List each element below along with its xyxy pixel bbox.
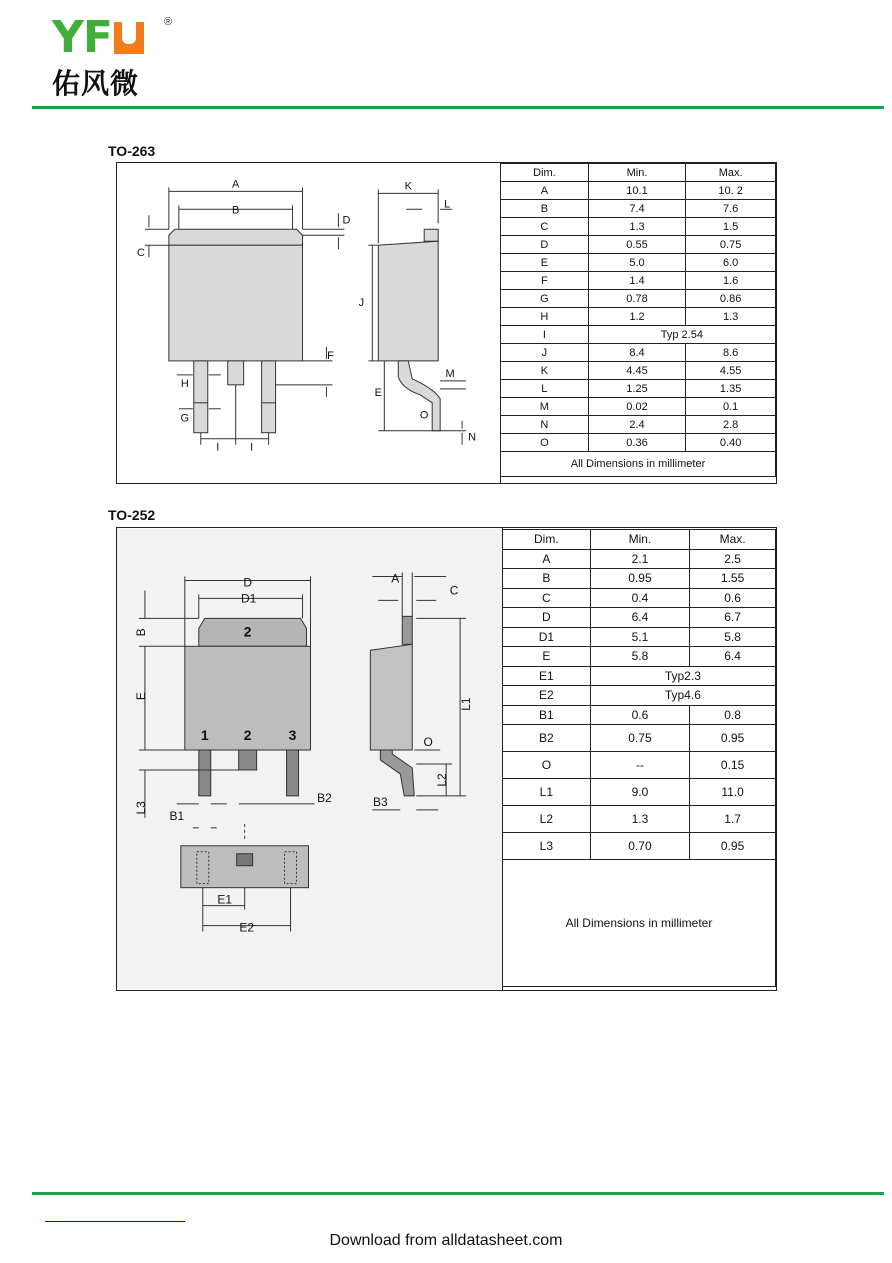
to263-label-B: B (232, 204, 240, 217)
table-cell: 1.55 (690, 569, 776, 589)
table-cell: E1 (503, 666, 591, 686)
table-cell: L1 (503, 779, 591, 806)
to252-label-B3: B3 (373, 794, 388, 809)
table-cell: 1.7 (690, 806, 776, 833)
table-cell: 8.6 (686, 344, 776, 362)
table-row (503, 806, 776, 833)
table-cell: K (501, 362, 589, 380)
table-cell: 8.4 (588, 344, 686, 362)
table-cell: 5.8 (590, 647, 689, 667)
to252-title: TO-252 (108, 507, 156, 523)
table-row (501, 200, 776, 218)
table-cell: 0.6 (690, 588, 776, 608)
table-cell: 1.5 (686, 218, 776, 236)
to252-label-E1: E1 (217, 892, 233, 907)
table-cell: 0.40 (686, 434, 776, 452)
table-cell: D (501, 236, 589, 254)
download-notice: Download from alldatasheet.com (329, 1232, 563, 1249)
table-cell: 0.02 (588, 398, 686, 416)
to263-label-C: C (136, 247, 145, 260)
table-header-cell: Min. (590, 530, 689, 550)
table-cell: 0.15 (690, 752, 776, 779)
table-row (503, 752, 776, 779)
logo-cjk-name: 佑风微 (52, 67, 140, 100)
table-cell: 5.8 (690, 627, 776, 647)
table-cell: 7.4 (588, 200, 686, 218)
table-cell: 11.0 (690, 779, 776, 806)
table-cell: G (501, 290, 589, 308)
table-cell: L2 (503, 806, 591, 833)
table-cell: N (501, 416, 589, 434)
table-cell: J (501, 344, 589, 362)
to263-label-J: J (358, 297, 365, 310)
table-cell: 0.75 (590, 725, 689, 752)
table-header-cell: Dim. (503, 530, 591, 550)
dimension-note: All Dimensions in millimeter (501, 452, 776, 477)
to252-label-D1: D1 (241, 591, 257, 606)
table-row (501, 434, 776, 452)
table-cell: 6.7 (690, 608, 776, 628)
table-cell: B (501, 200, 589, 218)
dimension-note: All Dimensions in millimeter (503, 860, 776, 987)
to263-label-I1: I (216, 441, 220, 454)
to263-label-F: F (327, 349, 334, 362)
table-cell: 10. 2 (686, 182, 776, 200)
logo-u-box (114, 22, 144, 54)
table-cell: B2 (503, 725, 591, 752)
to252-label-L3: L3 (133, 801, 148, 815)
to263-title: TO-263 (108, 143, 156, 159)
table-row (501, 236, 776, 254)
to252-label-L2: L2 (435, 773, 450, 787)
table-cell: 4.45 (588, 362, 686, 380)
table-cell: 6.4 (690, 647, 776, 667)
table-cell: 1.4 (588, 272, 686, 290)
table-cell: D1 (503, 627, 591, 647)
to263-label-O: O (419, 409, 429, 422)
table-header-cell: Max. (686, 164, 776, 182)
table-cell: B (503, 569, 591, 589)
table-cell: 2.4 (588, 416, 686, 434)
to263-label-E: E (374, 386, 382, 399)
table-header-cell: Min. (588, 164, 686, 182)
to252-label-C: C (449, 583, 459, 598)
to263-label-D: D (342, 214, 351, 227)
table-cell: 0.86 (686, 290, 776, 308)
table-cell: 0.1 (686, 398, 776, 416)
table-row (501, 416, 776, 434)
to252-tab-label: 2 (243, 623, 252, 640)
table-cell: 1.3 (686, 308, 776, 326)
table-cell: L (501, 380, 589, 398)
footer-rule (32, 1192, 884, 1195)
table-cell: E (503, 647, 591, 667)
table-header-row (501, 164, 776, 182)
to252-frame (116, 527, 777, 991)
table-cell: 0.95 (590, 569, 689, 589)
table-cell: E (501, 254, 589, 272)
table-cell: 0.95 (690, 725, 776, 752)
to263-label-L: L (444, 198, 451, 211)
table-cell: 7.6 (686, 200, 776, 218)
table-row (501, 254, 776, 272)
table-cell: 0.75 (686, 236, 776, 254)
to263-label-I2: I (250, 441, 254, 454)
logo-wordmark: YF (52, 16, 144, 60)
table-cell: 6.0 (686, 254, 776, 272)
table-cell: 0.36 (588, 434, 686, 452)
table-cell: 5.0 (588, 254, 686, 272)
table-row (501, 182, 776, 200)
table-cell: 5.1 (590, 627, 689, 647)
to263-label-A: A (232, 178, 240, 191)
table-cell: 2.5 (690, 549, 776, 569)
table-cell: B1 (503, 705, 591, 725)
table-cell: 1.2 (588, 308, 686, 326)
to252-label-B2: B2 (317, 790, 332, 805)
table-row (503, 627, 776, 647)
table-row (503, 833, 776, 860)
table-header-row (503, 530, 776, 550)
table-cell: 1.25 (588, 380, 686, 398)
table-cell: 0.55 (588, 236, 686, 254)
table-cell: A (503, 549, 591, 569)
table-cell: 1.3 (590, 806, 689, 833)
table-row (501, 398, 776, 416)
table-cell: A (501, 182, 589, 200)
table-cell: 6.4 (590, 608, 689, 628)
to263-label-N: N (468, 431, 477, 444)
to263-frame (116, 162, 777, 484)
to252-label-L1: L1 (459, 697, 474, 711)
table-row (503, 647, 776, 667)
table-cell: 0.6 (590, 705, 689, 725)
to252-pin2-label: 2 (243, 727, 252, 744)
table-cell: C (501, 218, 589, 236)
to263-drawing (117, 163, 501, 483)
table-cell: D (503, 608, 591, 628)
header-rule (32, 106, 884, 109)
table-row (503, 779, 776, 806)
footer-link-underline[interactable] (45, 1221, 185, 1222)
table-row (503, 666, 776, 686)
table-row (501, 218, 776, 236)
table-cell: 0.4 (590, 588, 689, 608)
table-cell: 0.70 (590, 833, 689, 860)
to252-label-D: D (243, 575, 252, 590)
to252-dimension-table (502, 529, 776, 987)
table-cell: 1.3 (588, 218, 686, 236)
table-cell: 4.55 (686, 362, 776, 380)
table-cell: 1.35 (686, 380, 776, 398)
to263-dimension-table (500, 163, 776, 477)
table-cell: I (501, 326, 589, 344)
to252-pin3-label: 3 (288, 727, 297, 744)
table-row (501, 380, 776, 398)
table-cell: 0.95 (690, 833, 776, 860)
table-cell: E2 (503, 686, 591, 706)
table-cell: Typ4.6 (590, 686, 775, 706)
to252-label-B: B (133, 628, 148, 637)
to252-drawing (117, 528, 503, 990)
table-row (503, 549, 776, 569)
table-row (503, 686, 776, 706)
table-row (503, 705, 776, 725)
to252-pin1-label: 1 (200, 727, 209, 744)
table-row (501, 344, 776, 362)
table-row (503, 588, 776, 608)
table-cell: Typ 2.54 (588, 326, 775, 344)
table-header-cell: Dim. (501, 164, 589, 182)
company-logo (52, 12, 173, 102)
table-row (503, 608, 776, 628)
table-cell: 2.8 (686, 416, 776, 434)
table-cell: F (501, 272, 589, 290)
table-row (501, 272, 776, 290)
table-cell: 1.6 (686, 272, 776, 290)
table-cell: C (503, 588, 591, 608)
to252-label-O: O (423, 735, 433, 750)
to263-label-H: H (180, 377, 189, 390)
to263-label-G: G (180, 412, 190, 425)
table-cell: 0.8 (690, 705, 776, 725)
table-cell: 10.1 (588, 182, 686, 200)
table-row (503, 569, 776, 589)
table-row (501, 326, 776, 344)
table-cell: 9.0 (590, 779, 689, 806)
table-cell: L3 (503, 833, 591, 860)
table-cell: O (501, 434, 589, 452)
table-row (501, 290, 776, 308)
to263-label-K: K (404, 180, 412, 193)
to252-label-A: A (391, 571, 400, 586)
table-cell: 0.78 (588, 290, 686, 308)
table-row (503, 725, 776, 752)
table-cell: 2.1 (590, 549, 689, 569)
table-cell: O (503, 752, 591, 779)
table-cell: Typ2.3 (590, 666, 775, 686)
table-cell: H (501, 308, 589, 326)
to252-label-E2: E2 (239, 920, 254, 935)
table-row (501, 308, 776, 326)
registered-mark: ® (164, 16, 173, 28)
to263-label-M: M (445, 367, 455, 380)
table-header-cell: Max. (690, 530, 776, 550)
table-cell: -- (590, 752, 689, 779)
table-cell: M (501, 398, 589, 416)
to252-label-B1: B1 (169, 808, 185, 823)
to252-label-E: E (133, 692, 148, 701)
table-note-row (503, 860, 776, 987)
table-note-row (501, 452, 776, 477)
table-row (501, 362, 776, 380)
